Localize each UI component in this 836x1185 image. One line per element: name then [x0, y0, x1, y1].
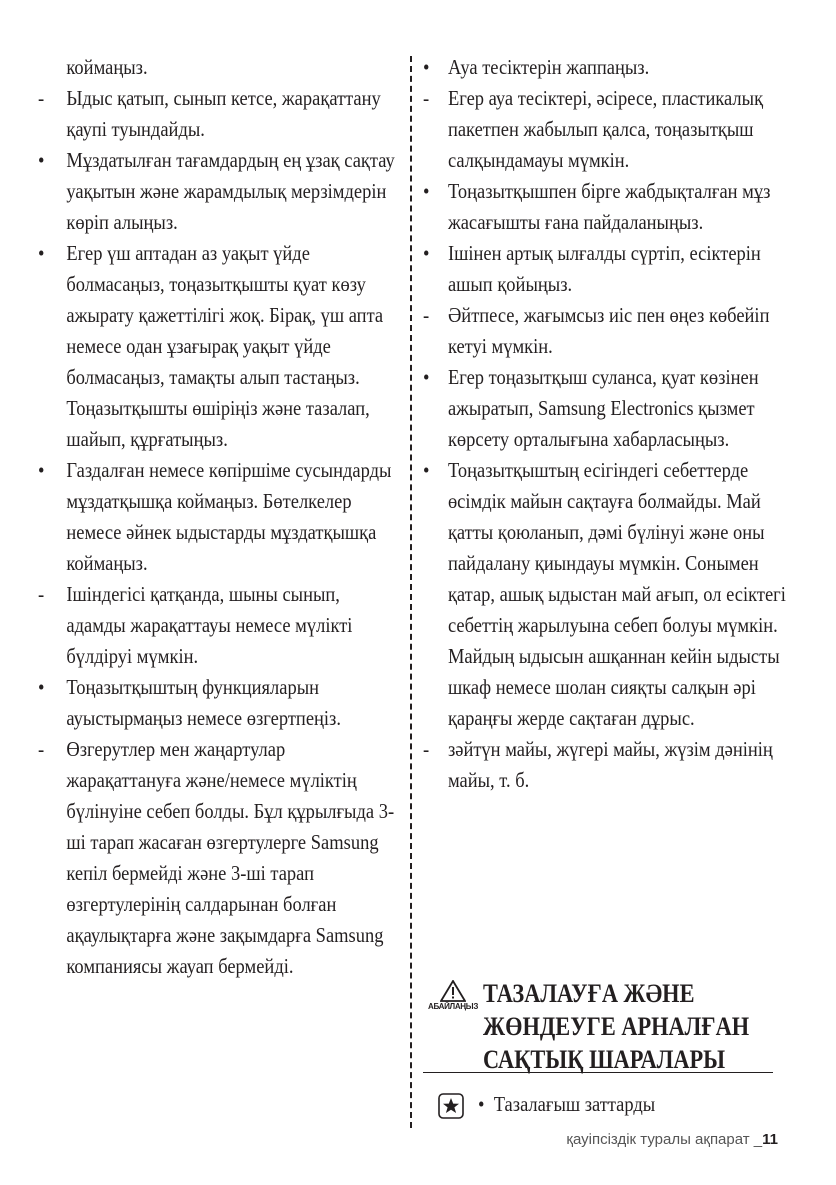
item-text: Газдалған немесе көпіршіме сусындарды мұздатқышқа коймаңыз. Бөтелкелер немесе әйнек ыдыстарды мұздатқышқа коймаңыз. [66, 458, 392, 575]
warning-label: АБАЙЛАҢЫЗ [427, 1002, 479, 1011]
list-item [423, 300, 794, 362]
item-marker: - [423, 303, 430, 327]
list-item [38, 238, 399, 455]
cleaning-precautions-heading [423, 980, 773, 1073]
item-marker: • [478, 1092, 485, 1116]
list-item [38, 672, 399, 734]
item-text: Тоңазытқыштың есігіндегі себеттерде өсімдік майын сақтауға болмайды. Май қатты қоюланып, дәмі бүлінуі және оны пайдалану қиындауы мүмкін. Сонымен қатар, ашық ыдыстан май ағып, ол есіктегі себеттің жарылуына себеп болуы мүмкін. Майдың ыдысын ашқаннан кейін ыдысты шкаф немесе шолан сияқты салқын әрі қараңғы жерде сақтаған дұрыс. [447, 458, 786, 730]
item-text: Егер үш аптадан аз уақыт үйде болмасаңыз, тоңазытқышты қуат көзу ажырату қажеттілігі жоқ. Бірақ, үш апта немесе одан ұзағырақ уақыт үйде болмасаңыз, тамақты алып тастаңыз. Тоңазытқышты өшіріңіз және тазалап, шайып, құрғатыңыз. [66, 241, 384, 451]
page-number: 11 [762, 1131, 778, 1148]
list-item [38, 83, 399, 145]
warning-badge [423, 980, 483, 1011]
list-item [38, 734, 399, 982]
item-marker: • [423, 179, 430, 203]
section-title-line: САҚТЫҚ ШАРАЛАРЫ [483, 1045, 726, 1074]
item-marker: - [38, 737, 45, 761]
item-text: Мұздатылған тағамдардың ең ұзақ сақтау уақытын және жарамдылық мерзімдерін көріп алыңыз. [66, 148, 395, 234]
list-item [423, 734, 794, 796]
item-marker: • [423, 241, 430, 265]
section-title-line: ЖӨНДЕУГЕ АРНАЛҒАН [483, 1012, 750, 1041]
item-text [478, 1089, 655, 1120]
list-item [423, 455, 794, 734]
item-text: Өзгерутлер мен жаңартулар жарақаттануға және/немесе мүліктің бүлінуіне себеп болды. Бұл құрылғыда 3-ші тарап жасаған өзгертулерге Samsung кепіл бермейді және 3-ші тарап өзгертулерінің салдарынан болған ақаулықтарға және зақымдарға Samsung компаниясы жауап бермейді. [66, 737, 395, 978]
list-item [423, 52, 794, 83]
list-item [38, 579, 399, 672]
warning-triangle-icon [440, 980, 466, 1002]
item-marker: • [38, 241, 45, 265]
column-divider [410, 56, 412, 1128]
item-marker: • [423, 458, 430, 482]
item-text-content: Тазалағыш заттарды [493, 1092, 656, 1116]
item-text: коймаңыз. [66, 55, 148, 79]
item-marker: • [38, 148, 45, 172]
list-item [423, 83, 794, 176]
right-column [423, 52, 795, 796]
item-marker: - [38, 582, 45, 606]
item-text: Ішінен артық ылғалды сүртіп, есіктерін ашып қойыңыз. [447, 241, 761, 296]
item-text: Тоңазытқыштың функцияларын ауыстырмаңыз немесе өзгертпеңіз. [66, 675, 341, 730]
left-column [38, 52, 400, 982]
item-marker: - [423, 86, 430, 110]
item-text: Ыдыс қатып, сынып кетсе, жарақаттану қаупі туындайды. [66, 86, 381, 141]
item-text: Егер тоңазытқыш суланса, қуат көзінен ажыратып, Samsung Electronics қызмет көрсету орталығына хабарласыңыз. [447, 365, 759, 451]
item-text: Ішіндегісі қатқанда, шыны сынып, адамды жарақаттауы немесе мүлікті бүлдіруі мүмкін. [66, 582, 353, 668]
list-item [423, 176, 794, 238]
list-item [423, 238, 794, 300]
list-item [38, 52, 399, 83]
section-title-line: ТАЗАЛАУҒА ЖӘНЕ [483, 979, 695, 1008]
item-text: Ауа тесіктерін жаппаңыз. [447, 55, 650, 79]
item-marker: - [423, 737, 430, 761]
item-marker: • [38, 675, 45, 699]
page-footer [566, 1131, 778, 1148]
item-text: зәйтүн майы, жүгері майы, жүзім дәнінің майы, т. б. [447, 737, 773, 792]
item-text: Тоңазытқышпен бірге жабдықталған мұз жасағышты ғана пайдаланыңыз. [447, 179, 771, 234]
item-marker: - [38, 86, 45, 110]
section-title [483, 977, 775, 1076]
item-text: Егер ауа тесіктері, әсіресе, пластикалық пакетпен жабылып қалса, тоңазытқыш салқындамауы мүмкін. [447, 86, 764, 172]
item-text: Әйтпесе, жағымсыз иіс пен өңез көбейіп кетуі мүмкін. [447, 303, 770, 358]
footer-section-name: қауіпсіздік туралы ақпарат _ [566, 1131, 763, 1148]
star-icon [438, 1093, 464, 1119]
list-item [423, 362, 794, 455]
item-marker: • [38, 458, 45, 482]
item-marker: • [423, 365, 430, 389]
list-item [38, 145, 399, 238]
item-marker: • [423, 55, 430, 79]
list-item [38, 455, 399, 579]
